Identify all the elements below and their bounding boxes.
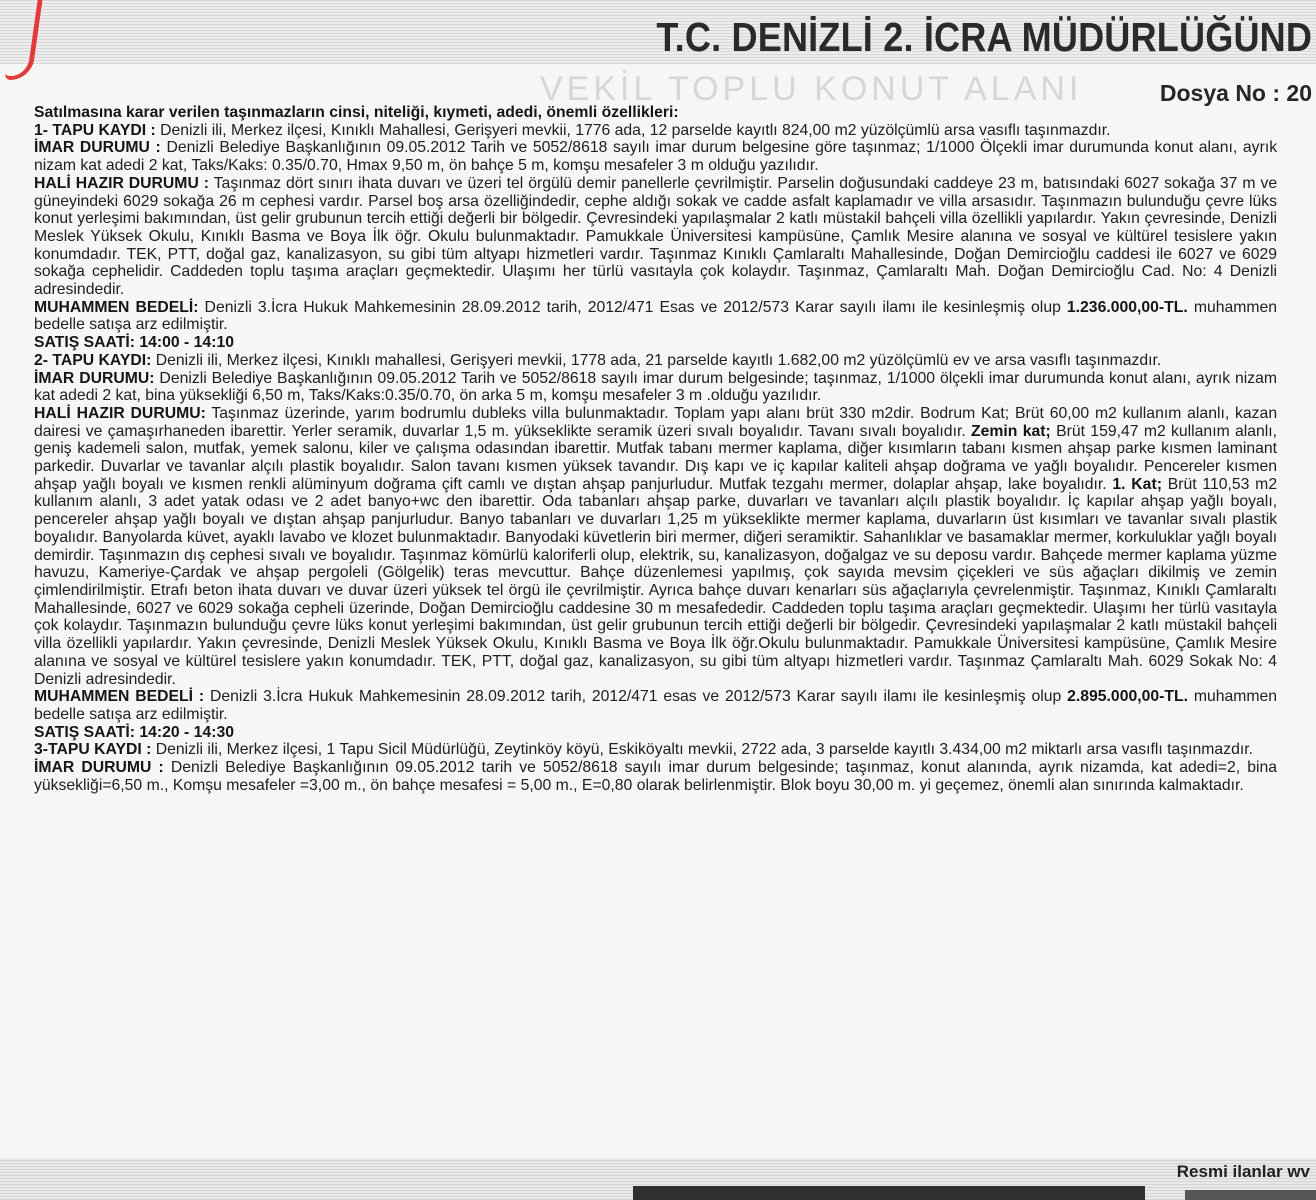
bottom-dark-bar — [633, 1186, 1145, 1200]
item2-imar: İMAR DURUMU: Denizli Belediye Başkanlığının 09.05.2012 Tarih ve 5052/8618 sayılı imar durum belgesinde; taşınmaz, 1/1000 ölçekli imar durumunda konut alanı, ayrık nizam kat adedi 2 kat, bina yüksekliği 6,50 m, Taks/Kaks:0.35/0.70, ön arka 5 m, komşu mesafeler 3 m .olduğu yazılıdır. — [34, 369, 1278, 405]
footer-label: Resmi ilanlar wv — [1176, 1162, 1310, 1181]
item1-tapu: 1- TAPU KAYDI : Denizli ili, Merkez ilçesi, Kınıklı Mahallesi, Gerişyeri mevkii, 1776 ada, 12 parselde kayıtlı 824,00 m2 yüzölçümlü arsa vasıflı taşınmazdır. — [34, 121, 1111, 139]
item2-hali: HALİ HAZIR DURUMU: Taşınmaz üzerinde, yarım bodrumlu dubleks villa bulunmaktadır. Toplam yapı alanı brüt 330 m2dir. Bodrum Kat; Brüt 60,00 m2 kullanım alanlı, kazan dairesi ve çamaşırhaneden ibarettir. Yerler seramik, duvarlar 1,5 m. yükseklikte seramik üzeri sıvalı boyalıdır. Tavanı sıvalı boyalıdır. Zemin kat; Brüt 159,47 m2 kullanım alanlı, geniş kademeli salon, mutfak, yemek salonu, kiler ve çalışma odasından ibarettir. Mutfak tabanı mermer kaplama, diğer kısımların tabanı kısmen ahşap parke kısmen laminant parkedir. Duvarlar ve tavanlar alçılı plastik boyalıdır. Salon tavanı kısmen yüksek tavandır. Dış kapı ve iç kapılar kaliteli ahşap doğrama ve yağlı boyalıdır. Pencereler kısmen ahşap yağlı boyalı ve kısmen renkli alüminyum doğrama çift camlı ve dıştan ahşap panjurludur. Mutfak tezgahı mermer, dolaplar ahşap, lake boyalıdır. 1. Kat; Brüt 110,53 m2 kullanım alanlı, 3 adet yatak odası ve 2 adet banyo+wc den ibarettir. Oda tabanları ahşap parke, duvarları ve tavanları alçılı plastik boyalıdır. İç kapılar ahşap yağlı boyalı, pencereler ahşap yağlı boyalı ve dıştan ahşap panjurludur. Banyo tabanları ve duvarları 1,25 m yükseklikte mermer kaplama, duvarların üst kısımları ve tavanlar sıvalı plastik boyalıdır. Banyolarda küvet, ayaklı lavabo ve klozet bulunmaktadır. Banyodaki küvetlerin biri mermer, diğeri seramiktir. Sahanlıklar ve basamaklar mermer, korkuluklar yağlı boyalı demirdir. Taşınmazın dış cephesi sıvalı ve boyalıdır. Taşınmaz kömürlü kaloriferli olup, elektrik, su, kanalizasyon, doğalgaz ve su deposu vardır. Bahçede mermer kaplama yüzme havuzu, Kameriye-Çardak ve ahşap pergoleli (Gölgelik) teras mevcuttur. Bahçe düzenlemesi yapılmış, çok sayıda mevsim çiçekleri ve süs ağaçları dikilmiş ve zemin çimlendirilmiştir. Etrafı beton ihata duvarı ve duvar üzeri yüksek tel örgü ile çevrilmiştir. Ayrıca bahçe duvarı kenarları süs ağaçlarıyla çevrelenmiştir. Taşınmaz, Kınıklı Çamlaraltı Mahallesinde, 6027 ve 6029 sokağa cepheli üzerinde, Doğan Demircioğlu caddesine 30 m mesafededir. Caddeden toplu taşıma araçları geçmektedir. Ulaşımı her türlü vasıtayla çok kolaydır. Taşınmazın bulunduğu çevre lüks konut yerleşimi bakımından, üst gelir grubunun tercih ettiği değerli bir bölgedir. Çevresindeki yapılaşmalar 2 katlı müstakil bahçeli villa özellikli yapılardır. Yakın çevresinde, Denizli Meslek Yüksek Okulu, Kınıklı Basma ve Boya İlk öğr.Okulu bulunmaktadır. Pamukkale Üniversitesi kampüsüne, Çamlık Mesire alanına ve sosyal ve kültürel tesislere yakın konumdadır. TEK, PTT, doğal gaz, kanalizasyon, su gibi tüm altyapı hizmetleri vardır. Taşınmaz Çamlaraltı Mah. 6029 Sokak No: 4 Denizli adresindedir. — [34, 404, 1278, 688]
item1-bedel: MUHAMMEN BEDELİ: Denizli 3.İcra Hukuk Mahkemesinin 28.09.2012 tarih, 2012/471 Esas ve 2012/573 Karar sayılı ilamı ile kesinleşmiş olup 1.236.000,00-TL. muhammen bedelle satışa arz edilmiştir. — [34, 298, 1278, 334]
item3-tapu: 3-TAPU KAYDI : Denizli ili, Merkez ilçesi, 1 Tapu Sicil Müdürlüğü, Zeytinköy köyü, Eskiköyaltı mevkii, 2722 ada, 3 parselde kayıtlı 3.434,00 m2 miktarlı arsa vasıflı taşınmazdır. — [34, 741, 1253, 759]
item2-saat: SATIŞ SAATİ: 14:20 - 14:30 — [34, 723, 234, 741]
intro-line: Satılmasına karar verilen taşınmazların cinsi, niteliği, kıymeti, adedi, önemli özellikleri: — [34, 104, 679, 121]
bottom-dark-bar-right — [1185, 1190, 1316, 1200]
item1-saat: SATIŞ SAATİ: 14:00 - 14:10 — [34, 334, 234, 352]
page-title: T.C. DENİZLİ 2. İCRA MÜDÜRLÜĞÜND — [656, 14, 1312, 60]
item1-hali: HALİ HAZIR DURUMU : Taşınmaz dört sınırı ihata duvarı ve üzeri tel örgülü demir panellerle çevrilmiştir. Parselin doğusundaki caddeye 23 m, batısındaki 6027 sokağa 37 m ve güneyindeki 6029 sokağa 26 m cephesi vardır. Parsel boş arsa özelliğindedir, cephe aldığı sokak ve cadde asfalt kaplamadır ve villa arsasıdır. Taşınmazın bulunduğu çevre lüks konut yerleşimi bakımından, üst gelir grubunun tercih ettiği değerli bir bölgedir. Çevresindeki yapılaşmalar 2 katlı müstakil bahçeli villa özellikli yapılardır. Yakın çevresinde, Denizli Meslek Yüksek Okulu, Kınıklı Basma ve Boya İlk öğr. Okulu bulunmaktadır. Pamukkale Üniversitesi kampüsüne, Çamlık Mesire alanına ve sosyal ve kültürel tesislere yakın konumdadır. TEK, PTT, doğal gaz, kanalizasyon, su gibi tüm altyapı hizmetleri vardır. Taşınmaz Kınıklı Çamlaraltı Mahallesinde, Doğan Demircioğlu caddesi ile 6027 ve 6029 sokağa cephelidir. Caddeden toplu taşıma araçları geçmektedir. Ulaşımı her türlü vasıtayla çok kolaydır. Taşınmaz, Çamlaraltı Mah. Doğan Demircioğlu Cad. No: 4 Denizli adresindedir. — [34, 174, 1278, 299]
item2-tapu: 2- TAPU KAYDI: Denizli ili, Merkez ilçesi, Kınıklı mahallesi, Gerişyeri mevkii, 1778 ada, 21 parselde kayıtlı 1.682,00 m2 yüzölçümlü ev ve arsa vasıflı taşınmazdır. — [34, 351, 1162, 369]
ghost-background-text: VEKİL TOPLU KONUT ALANI — [540, 70, 1083, 108]
dosya-number: Dosya No : 20 — [1159, 80, 1312, 106]
item1-imar: İMAR DURUMU : Denizli Belediye Başkanlığının 09.05.2012 Tarih ve 5052/8618 sayılı imar durum belgesine göre taşınmaz; 1/1000 Ölçekli imar durumunda konut alanı, ayrık nizam kat adedi 2 kat, Taks/Kaks: 0.35/0.70, Hmax 9,50 m, ön bahçe 5 m, komşu mesafeler 3 m olduğu yazılıdır. — [34, 139, 1278, 175]
item2-bedel: MUHAMMEN BEDELİ : Denizli 3.İcra Hukuk Mahkemesinin 28.09.2012 tarih, 2012/471 esas ve 2012/573 Karar sayılı ilamı ile kesinleşmiş olup 2.895.000,00-TL. muhammen bedelle satışa arz edilmiştir. — [34, 688, 1278, 723]
notice-body — [34, 104, 1277, 794]
item3-imar: İMAR DURUMU : Denizli Belediye Başkanlığının 09.05.2012 tarih ve 5052/8618 sayılı imar durum belgesinde; taşınmaz, konut alanında, ayrık nizamda, kat adedi=2, bina yüksekliği=6,50 m., Komşu mesafeler =3,00 m., ön bahçe mesafesi = 5,00 m., E=0,80 olarak belirlenmiştir. Blok boyu 30,00 m. yi geçemez, önemli alan sınırında kalmaktadır. — [34, 759, 1278, 794]
